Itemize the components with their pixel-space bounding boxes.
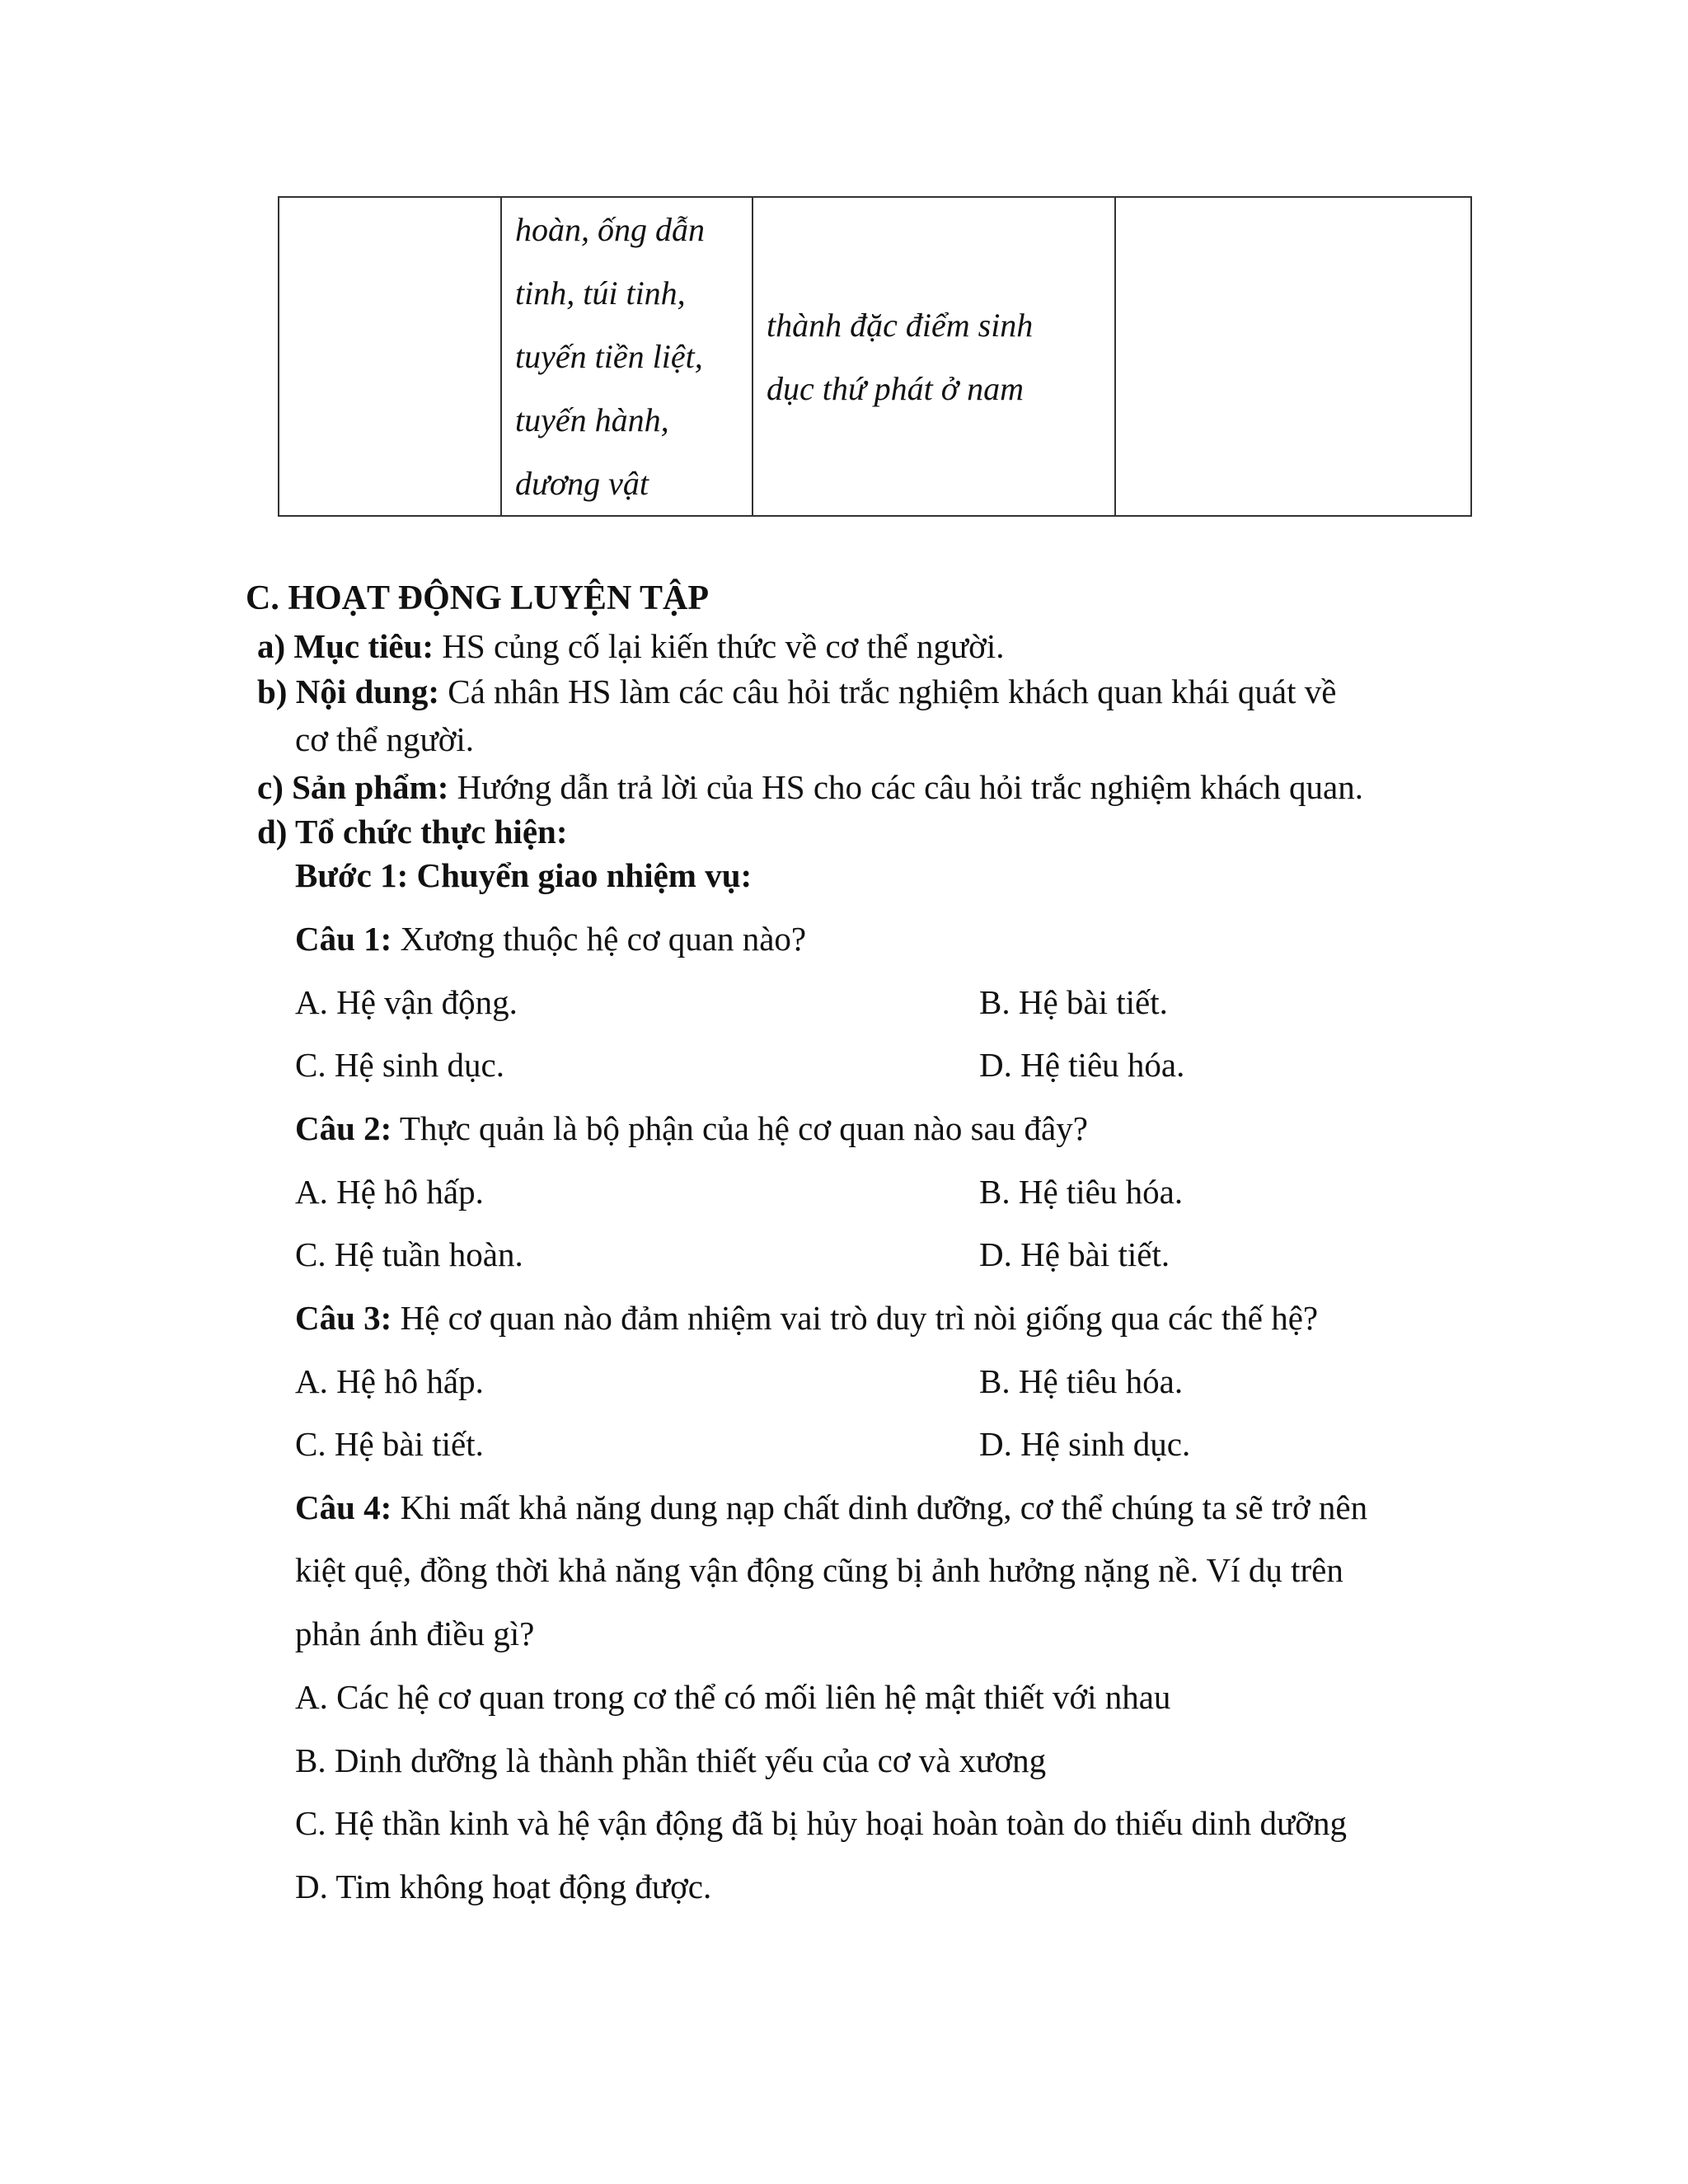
objective-label: a) Mục tiêu:: [257, 627, 434, 665]
objective-line: [257, 626, 1004, 666]
organization-label: d) Tổ chức thực hiện:: [257, 813, 568, 851]
question-text: Xương thuộc hệ cơ quan nào?: [392, 920, 807, 958]
option-a: A. Hệ vận động.: [295, 983, 518, 1021]
question-2: [295, 1108, 1088, 1148]
product-line: [257, 767, 1363, 807]
question-4: [295, 1488, 1367, 1527]
question-label: Câu 3:: [295, 1299, 392, 1337]
option-b: B. Hệ tiêu hóa.: [979, 1362, 1184, 1400]
option-d: D. Hệ bài tiết.: [979, 1235, 1170, 1273]
content-label: b) Nội dung:: [257, 673, 440, 710]
question-text-line: phản ánh điều gì?: [295, 1615, 535, 1652]
option-c: C. Hệ tuần hoàn.: [295, 1235, 523, 1273]
option-d: D. Hệ sinh dục.: [979, 1425, 1191, 1463]
question-3: [295, 1298, 1318, 1338]
question-text-line: kiệt quệ, đồng thời khả năng vận động cũng bị ảnh hưởng nặng nề. Ví dụ trên: [295, 1551, 1343, 1589]
cell-line: tinh, túi tinh,: [515, 274, 686, 312]
option-b: B. Hệ bài tiết.: [979, 983, 1168, 1021]
question-label: Câu 4:: [295, 1488, 392, 1526]
cell-line: hoàn, ống dẫn: [515, 211, 705, 248]
cell-line: tuyến hành,: [515, 401, 669, 438]
question-text: Thực quản là bộ phận của hệ cơ quan nào sau đây?: [392, 1109, 1088, 1147]
table-cell-function: [753, 197, 1115, 516]
product-text: Hướng dẫn trả lời của HS cho các câu hỏi trắc nghiệm khách quan.: [448, 768, 1363, 806]
question-1: [295, 919, 806, 958]
option-a: A. Hệ hô hấp.: [295, 1173, 484, 1211]
question-text: Khi mất khả năng dung nạp chất dinh dưỡng, cơ thể chúng ta sẽ trở nên: [392, 1488, 1368, 1526]
table-row: [279, 197, 1471, 516]
step1-heading: Bước 1: Chuyển giao nhiệm vụ:: [295, 856, 753, 894]
section-heading: C. HOẠT ĐỘNG LUYỆN TẬP: [246, 579, 710, 617]
option-d: D. Hệ tiêu hóa.: [979, 1046, 1185, 1084]
organ-table-continuation: [278, 196, 1472, 517]
content-text: Cá nhân HS làm các câu hỏi trắc nghiệm khách quan khái quát về: [439, 673, 1337, 710]
question-text: Hệ cơ quan nào đảm nhiệm vai trò duy trì nòi giống qua các thế hệ?: [392, 1299, 1319, 1337]
option-a: A. Các hệ cơ quan trong cơ thể có mối liên hệ mật thiết với nhau: [295, 1678, 1171, 1716]
product-label: c) Sản phẩm:: [257, 768, 449, 806]
option-d: D. Tim không hoạt động được.: [295, 1868, 712, 1905]
cell-line: dục thứ phát ở nam: [767, 369, 1025, 407]
content-text-cont: cơ thể người.: [295, 720, 475, 758]
option-c: C. Hệ thần kinh và hệ vận động đã bị hủy hoại hoàn toàn do thiếu dinh dưỡng: [295, 1804, 1347, 1842]
cell-line: dương vật: [515, 465, 649, 502]
table-cell-empty: [1115, 197, 1471, 516]
option-a: A. Hệ hô hấp.: [295, 1362, 484, 1400]
cell-line: thành đặc điểm sinh: [767, 306, 1034, 344]
table-cell-organs: [501, 197, 753, 516]
option-c: C. Hệ bài tiết.: [295, 1425, 484, 1463]
question-label: Câu 1:: [295, 920, 392, 958]
content-line: [257, 672, 1336, 711]
cell-line: tuyến tiền liệt,: [515, 338, 703, 375]
option-b: B. Dinh dưỡng là thành phần thiết yếu của cơ và xương: [295, 1741, 1047, 1779]
question-label: Câu 2:: [295, 1109, 392, 1147]
objective-text: HS củng cố lại kiến thức về cơ thể người.: [434, 627, 1005, 665]
option-c: C. Hệ sinh dục.: [295, 1046, 504, 1084]
table-cell-empty: [279, 197, 501, 516]
option-b: B. Hệ tiêu hóa.: [979, 1173, 1184, 1211]
